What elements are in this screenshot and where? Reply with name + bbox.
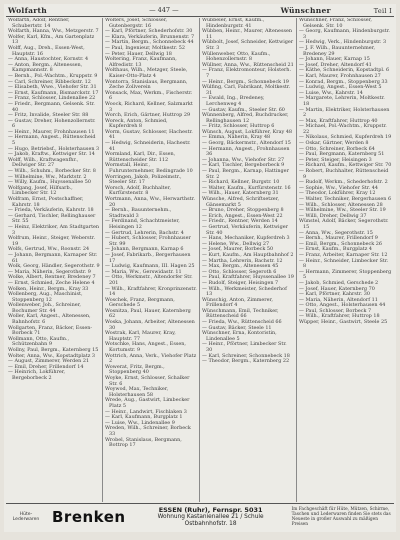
- directory-entry: Wünschig, Anton, Zimmerer, Frillendorf 4: [202, 296, 273, 309]
- directory-entry: — Wilh., Kraftfahrer, Huttrop 18: [299, 313, 380, 320]
- directory-entry: Wollmann, Otto, Kaufm., Schützenbahn 9: [8, 335, 69, 348]
- column-1: [6, 18, 103, 502]
- directory-entry: — Carl, Schreiner, Ribbeckstr. 12: [8, 78, 91, 85]
- footer-address-line-1: ESSEN (Ruhr), Fernspr. 5031: [158, 505, 263, 514]
- directory-entry: — Michael, Pol.-Wachtm., Kruppstr. 22: [299, 123, 387, 135]
- directory-entry: — Jakob, Kraftw., Kettwiger Str. 14: [8, 151, 95, 158]
- directory-entry: — Anna, Haustochter, Kornstr. 4: [8, 56, 89, 63]
- directory-entry: — Gertrud, Lehrerin, Bachstr. 4: [105, 229, 184, 236]
- directory-entry: Wontorra, Stanislaus, Bergmann, Zeche Zollverein: [105, 78, 188, 91]
- directory-entry: — Bernh., Bauunternehm., Stadtwald 3: [105, 207, 172, 219]
- directory-columns: [6, 18, 394, 502]
- directory-entry: — Friedr., Bergmann, Gelsenk. Str. 40: [8, 100, 95, 113]
- directory-entry: — Hedwig, Schneiderin, Hachestr. 41: [105, 140, 191, 152]
- header-first-name: Wolfarth: [8, 5, 48, 15]
- directory-entry: Wünsche, Alfred, Schriftsetzer, Gänsemarkt 5: [202, 196, 280, 208]
- directory-entry: — Heinr., Bergm., Schonnebeck 19: [202, 78, 289, 85]
- directory-entry: — Johann, Hauer, Karnap 15: [299, 56, 370, 63]
- directory-entry: — Wilh., Hauer, Katernberg 31: [202, 190, 279, 197]
- directory-entry: — Karl, Pförtner, Schederhofstr. 30: [105, 28, 193, 35]
- directory-entry: — Bruno, Dreher, Stoppenberg 8: [202, 207, 284, 214]
- directory-entry: — Paul, Kraftfahrer, Huyssenallee 19: [202, 274, 294, 281]
- directory-entry: — Erich, Angest., Essen-West 22: [202, 212, 283, 219]
- directory-entry: — Sophie, Ww., Viehofer Str. 44: [299, 184, 378, 191]
- header-last-name: Wünschner: [280, 5, 331, 15]
- directory-entry: Wolfarth, Adolf, Rentner, Schubertstr. 14: [8, 18, 70, 29]
- directory-entry: — Paul, Ingenieur, Moltkestr. 52: [105, 44, 185, 51]
- directory-entry: — Wilh., Kraftfahrer, Kronprinzenstr. 14: [105, 285, 197, 298]
- directory-entry: Wowerat, Fritz, Bergm., Stoppenberg 40: [105, 363, 165, 376]
- directory-entry: — Wilhelmine, Ww., Steeler Str. 19: [299, 207, 386, 214]
- directory-entry: Worsch, Adolf, Buchhalter, Kurfürstenstr. 8: [105, 184, 171, 197]
- directory-entry: — Fritz, Schlosser, Huttrop 6: [202, 123, 275, 130]
- directory-entry: — Hugo, Betriebsf., Holsterhausen 3: [8, 145, 100, 152]
- directory-entry: — Paul, Schlosser, Borbeck 7: [299, 307, 372, 314]
- directory-entry: — Georg, Kaufmann, Hindenburgstr. 3: [299, 28, 390, 40]
- directory-entry: — Willy, Kaufm., Huyssenallee 50: [8, 179, 91, 186]
- directory-entry: Wolke, Albert, Rentner, Bredeney 7: [8, 274, 96, 281]
- directory-entry: Wübbolt, Josef, Schneider, Kettwiger Str. 3: [202, 39, 294, 51]
- directory-entry: — Richard, Kaufm., Kettwiger Str. 70: [299, 162, 392, 169]
- directory-entry: Wortmann, Anna, Ww., Herwarthstr. 20: [105, 196, 195, 208]
- directory-entry: — Franz, Arbeiter, Karnaper Str. 12: [299, 251, 388, 258]
- page-part-label: Teil I: [373, 6, 392, 15]
- directory-entry: Wünsch, August, Lokführer, Kray 48: [202, 128, 293, 135]
- directory-entry: — Kurt, Kaufm., Am Hauptbahnhof 2: [202, 251, 294, 258]
- directory-entry: — Franz, Schlosser, Lindenallee 22: [8, 95, 96, 102]
- directory-entry: Woreck, Anton, Schmied, Kupferdreh 8: [105, 117, 168, 130]
- directory-entry: Wüllner, Anna, Ww., Rüttenscheid 21: [202, 61, 294, 68]
- directory-entry: Wübbeler, Ernst, Kaufm., Hindenburgstr. 41: [202, 18, 265, 29]
- directory-entry: — Hermann, Angest., Frohnhausen 36: [202, 145, 290, 158]
- directory-entry: — Wilh., Schuhm., Borbecker Str. 8: [8, 168, 96, 175]
- directory-entry: Wolfgang, Josef, Hilfsarb., Limbecker Str. 12: [8, 184, 73, 197]
- directory-entry: — Ewald, Ing., Bredeney, Lerchenweg 4: [202, 95, 265, 107]
- directory-entry: — Emil, Bergm., Schonnebeck 26: [299, 240, 383, 247]
- directory-entry: — Luise, Ww., Kahrstr. 14: [299, 89, 363, 96]
- directory-entry: — Johanna, Ww., Viehofer Str. 27: [202, 156, 285, 163]
- directory-entry: — Ferdinand, Schachtmeister, Heisingen 12: [105, 218, 180, 230]
- directory-entry: — Karl, Tischler, Bergeborbeck 9: [202, 162, 285, 169]
- directory-entry: — Maria, Näherin, Altendorf 11: [299, 296, 378, 303]
- directory-entry: — Frieda, Ww., Rüttenscheid 66: [202, 319, 282, 326]
- directory-entry: — Maria, Ww., Gerswidastr. 11: [105, 268, 182, 275]
- directory-entry: Wolthaus, Wilh., Metzger, Steele, Kaiser-Otto-Platz 4: [105, 67, 188, 79]
- directory-entry: — Heinr., Landwirt, Fischlaken 3: [105, 408, 187, 415]
- directory-entry: Wülfing, Carl, Fabrikant, Moltkestr. 31: [202, 84, 291, 96]
- directory-entry: — Emil, Dreher, Frillendorf 14: [8, 363, 84, 370]
- directory-entry: — Franz, Elektromonteur, Holsterh. 7: [202, 67, 292, 79]
- directory-entry: — Anna, Ww., Segerothstr. 15: [299, 229, 373, 236]
- directory-entry: Woska, Johann, Arbeiter, Altenessen 30: [105, 319, 195, 331]
- directory-entry: Wostrak, Karl, Maurer, Kray, Hauptstr. 77: [105, 330, 176, 342]
- directory-entry: — Josef, Dreher, Altendorf 41: [299, 61, 372, 68]
- directory-entry: Wünschmann, Emil, Techniker, Rüttenscheid 66: [202, 307, 279, 320]
- directory-entry: — Walter, Techniker, Bergerhausen 6: [299, 196, 392, 202]
- directory-entry: Wollenberg, Aug., Maschinist, Stoppenberg 12: [8, 291, 83, 303]
- directory-entry: — Otto, Schlosser, Segeroth 6: [202, 268, 277, 275]
- directory-entry: — Martin, Elektriker, Holsterhausen 2: [299, 106, 390, 119]
- directory-entry: — Georg, Bäckermstr., Altendorf 15: [202, 140, 291, 147]
- directory-entry: Wolters, Josef, Schlosser, Gutenbergstr. 16: [105, 18, 168, 29]
- directory-entry: — Ernst, Schmied, Zeche Helene 4: [8, 279, 95, 286]
- directory-entry: Wünstel, Adolf, Bäcker, Segerothstr. 15: [299, 218, 389, 230]
- directory-entry: — Hermann, Angest., Rüttenscheid 5: [8, 134, 96, 147]
- directory-entry: Wolfram, Ernst, Postschaffner, Kahrstr. 18: [8, 196, 84, 208]
- footer-brand: Brenken: [52, 508, 126, 526]
- directory-entry: Woschek, Franz, Bergmann, Gerschede 5: [105, 296, 175, 309]
- footer-logo: [6, 512, 46, 522]
- directory-entry: Wolfer, Karl, Kfm., Am Gartenplatz 13: [8, 33, 95, 46]
- directory-entry: — Max, Bergm., Altenessen 45: [202, 263, 279, 270]
- directory-entry: — Anton, Bergm., Altenessen, Kampmannstr. 8: [8, 61, 83, 74]
- directory-entry: Wolff, Aug., Dreh., Essen-West, Hauptstr. 16: [8, 44, 85, 57]
- directory-entry: — Johann, Bergmann, Karnaper Str. 61: [8, 251, 98, 264]
- directory-entry: Wreden, Wilh., Schreiner, Borbeck 33: [105, 425, 191, 437]
- directory-entry: — Peter, Hauer, Dellwig 18: [105, 50, 172, 57]
- directory-entry: Wolfrum, Heinr., Steiger, Weberstr. 19: [8, 235, 96, 247]
- directory-entry: — Karl, Maurer, Frohnhausen 27: [299, 72, 381, 79]
- directory-entry: Wormstall, Heinr., Fuhrunternehmer, Bedingrade 10: [105, 162, 193, 175]
- directory-entry: — Bernh., Pol.-Wachtm., Kruppstr. 9: [8, 72, 98, 79]
- directory-entry: Wormland, Karl, Dir., Essen, Rüttenscheider Str. 112: [105, 151, 176, 163]
- directory-entry: — Josef, Hauer, Katernberg 70: [299, 285, 375, 292]
- directory-entry: Wolfs, Gertrud, Ww., Roonstr. 24: [8, 246, 90, 253]
- directory-entry: — Bernh., Maurer, Frillendorf 9: [299, 235, 378, 242]
- directory-entry: — Friedr., Rentner, Werden 14: [202, 218, 278, 225]
- directory-entry: Wosnitza, Paul, Hauer, Katernberg 62: [105, 307, 191, 320]
- directory-entry: — August, Zimmerer, Werden 21: [8, 358, 90, 365]
- directory-entry: Wolk, Georg, Händler, Segerothstr. 9: [8, 263, 100, 270]
- directory-entry: — Hermann, Zimmerer, Stoppenberg 5: [299, 268, 392, 281]
- directory-entry: — Käthe, Schneiderin, Kopstadtpl. 6: [299, 67, 390, 74]
- directory-entry: — Heinr., Schneider, Limbecker Str. 8: [299, 257, 389, 270]
- directory-entry: — Ernst, Kaufm., Burgplatz 4: [299, 246, 372, 253]
- directory-entry: — Theodor, Lokführer, Kray 12: [299, 190, 376, 197]
- directory-entry: — Josef, Fabrikarb., Bergerhausen 17: [105, 251, 191, 264]
- directory-entry: Wolter, Anna, Ww., Kopstadtplatz 3: [8, 352, 96, 359]
- directory-entry: — Ernst, Kaufmann, Bismarckstr. 17: [8, 89, 99, 96]
- directory-entry: — Gustav, Kaufm., Steeler Str. 60: [202, 106, 285, 113]
- directory-entry: — Josef, Maurer, Borbeck 50: [202, 246, 274, 253]
- directory-entry: — Otto, Angest., Holsterhausen 44: [299, 302, 386, 309]
- directory-entry: Wolfarth, Hanna, Ww., Metzgerstr. 7: [8, 28, 99, 35]
- directory-entry: — Margarete, Lehrerin, Moltkestr. 18: [299, 95, 385, 107]
- directory-entry: Woywod, Max, Techniker, Holsterhausen 58: [105, 386, 169, 398]
- directory-entry: — Martin, Bergm., Schonnebeck 44: [105, 39, 194, 46]
- directory-entry: Wollenweber, Joh., Schreiner, Bochumer Str. 44: [8, 302, 81, 314]
- directory-entry: Woller, Karl, Angest., Altenessen, Bahnhofstr. 6: [8, 313, 91, 326]
- directory-entry: — Max, Kraftfahrer, Huttrop 40: [299, 117, 378, 124]
- logo-line-1: Hüte-: [19, 512, 33, 517]
- directory-entry: — Jakob, Schmied, Gerschede 2: [299, 279, 379, 286]
- directory-entry: — Rudolf, Werkm., Schederhofstr. 2: [299, 179, 388, 186]
- directory-entry: Wolken, Heinr., Bergm., Kray 33: [8, 285, 89, 292]
- directory-entry: Wollgarten, Franz, Bäcker, Essen-Borbeck 71: [8, 324, 93, 337]
- directory-entry: — Otto, Schreiner, Borbeck 64: [299, 145, 375, 152]
- directory-entry: Woltering, Franz, Kaufmann, Alfredistr. 13: [105, 56, 177, 68]
- directory-entry: — Otto, Werkmstr., Altendorfer Str. 201: [105, 274, 193, 286]
- directory-entry: Worm, Gustav, Schlosser, Hachestr. 41: [105, 128, 193, 141]
- directory-entry: — Heinz, Elektriker, Am Stadtgarten 3: [8, 223, 100, 236]
- directory-entry: Woock, Richard, Kellner, Salzmarkt 3: [105, 100, 193, 113]
- directory-entry: — Emma, Näherin, Kray 48: [202, 134, 271, 141]
- directory-entry: — Robert, Buchhalter, Rüttenscheid 9: [299, 168, 389, 180]
- footer-address: [136, 507, 286, 528]
- directory-entry: Wübben, Heinr., Maurer, Altenessen 11: [202, 28, 293, 40]
- footer-address-line-2: Wohnung Kastanienallee 21 / Schule Ostbahnhofstr. 18: [157, 513, 264, 527]
- directory-entry: — Hans, Mechaniker, Kupferdreh 3: [202, 235, 290, 242]
- directory-entry: — Frieda, Verkäuferin, Kahrstr. 18: [8, 207, 94, 214]
- directory-entry: — Karl, Schreiner, Schonnebeck 18: [202, 352, 290, 359]
- directory-entry: — Willi, Dreher, Dellwig 37: [299, 212, 367, 219]
- directory-entry: — Elisabeth, Wwe., Viehofer Str. 31: [8, 84, 97, 91]
- directory-entry: Wollny, Paul, Bergm., Katernberg 15: [8, 347, 99, 354]
- column-4: [297, 18, 394, 502]
- directory-entry: — Nikolaus, Schmied, Kupferdreh 19: [299, 134, 392, 141]
- directory-entry: — Hubert, Schlosser, Frohnhauser Str. 99: [105, 235, 191, 247]
- directory-entry: — Karl, Kaufmann, Burgplatz 1: [105, 414, 183, 421]
- page-number: — 447 —: [149, 6, 179, 14]
- directory-entry: — Peter, Steiger, Heisingen 3: [299, 156, 372, 163]
- directory-entry: — Richard, Kellner, Burgstr. 10: [202, 179, 280, 186]
- footer-note: Im Fachgeschäft für Hüte, Mützen, Schirme, Taschen und Lederwaren finden Sie stets das Neueste in großer Auswahl zu mäßigen Preisen: [291, 507, 391, 527]
- directory-entry: — Luise, Ww., Lindenallee 9: [105, 419, 175, 426]
- directory-entry: — Gustav, Dreher, Hohenzollernstr. 6: [8, 117, 96, 130]
- directory-page: [4, 4, 396, 532]
- directory-entry: Wünnenberg, Alfred, Buchdrucker, Rellinghausen 12: [202, 112, 289, 124]
- directory-entry: — Wilh., Werkmeister, Schederhof 13: [202, 285, 287, 298]
- directory-entry: — Heinr., Maurer, Frohnhausen 11: [8, 128, 95, 135]
- directory-entry: Worringen, Jakob, Polizeimstr., Steeler Str. 17: [105, 173, 182, 186]
- directory-entry: Wotschke, Hans, Angest., Essen, Kortumstr. 9: [105, 341, 186, 354]
- directory-entry: Wolff, Wilh., Kraftwagenfhr., Dellwiger Str. 27: [8, 156, 79, 169]
- directory-entry: — Ludwig, Kaufmann, III. Hagen 25: [105, 263, 195, 270]
- directory-entry: — Hedwig, Verk., Hindenburgstr. 3: [299, 39, 387, 46]
- directory-entry: — Oskar, Gärtner, Werden 8: [299, 140, 369, 147]
- directory-entry: — Paul, Bergm., Karnap, Hattinger Str. 2: [202, 168, 289, 180]
- directory-entry: — Karl, Pförtner, Kahrstr. 30: [299, 291, 370, 298]
- directory-entry: — Wilhelmine, Ww., Marktstr. 2: [8, 173, 87, 180]
- directory-entry: — Klara, Verkäuferin, Brunnenstr. 7: [105, 33, 195, 40]
- directory-entry: — J. F. Wilh., Bauunternehmer, Bredeney 29: [299, 44, 375, 57]
- directory-entry: — Martha, Lehrerin, Bachstr. 12: [202, 257, 283, 264]
- directory-entry: — Heinr., Pförtner, Limbecker Str. 30: [202, 341, 287, 354]
- directory-entry: Wünschner, Erna, Kontoristin, Lindenallee 5: [202, 330, 277, 342]
- column-2: [103, 18, 200, 502]
- directory-entry: Wottrich, Anna, Verk., Viehofer Platz 2: [105, 352, 197, 365]
- directory-entry: Wüpper, Heinr., Gastwirt, Steele 25: [299, 319, 388, 326]
- directory-entry: Wrobel, Stanislaus, Bergmann, Bottrop 17: [105, 436, 182, 449]
- directory-entry: — Gerhard, Tischler, Rellinghauser Str. 55: [8, 212, 96, 225]
- directory-entry: Wrede, Aug., Gastwirt, Limbecker Platz 5: [105, 397, 190, 409]
- directory-entry: — Theodor, Bergm., Katernberg 22: [202, 358, 290, 365]
- directory-entry: — Ludwig, Angest., Essen-West 5: [299, 84, 382, 91]
- directory-entry: Wonsack, Max, Werkm., Fischerstr. 6: [105, 89, 193, 102]
- directory-entry: — Wilh., Schlosser, Altenessen 28: [299, 201, 383, 208]
- column-3: [200, 18, 297, 502]
- directory-entry: Worch, Erich, Gärtner, Huttrop 29: [105, 112, 191, 119]
- directory-entry: — Rudolf, Steiger, Heisingen 7: [202, 279, 279, 286]
- page-header: [6, 4, 394, 17]
- directory-entry: — Gustav, Bäcker, Steele 11: [202, 324, 272, 331]
- advertisement-footer: [6, 503, 394, 530]
- directory-entry: — Heinrich, Lokführer, Bergeborbeck 2: [8, 369, 66, 381]
- directory-entry: Wüllenweber, Otto, Kaufm., Hohenzollernstr. 8: [202, 50, 271, 63]
- directory-entry: — Maria, Näherin, Segerothstr. 9: [8, 268, 91, 275]
- directory-entry: — Helene, Ww., Dellwig 27: [202, 240, 270, 247]
- directory-entry: — Paul, Bergmann, Katernberg 51: [299, 151, 385, 158]
- directory-entry: — Konrad, Bergm., Stoppenberg 33: [299, 78, 388, 85]
- directory-entry: Woyke, Ernst, Schlosser, Schalker Str. 6: [105, 375, 190, 387]
- directory-entry: — Gertrud, Verkäuferin, Kettwiger Str. 40: [202, 223, 288, 236]
- directory-entry: — Walter, Kaufm., Kurfürstenstr. 16: [202, 184, 291, 191]
- header-last-name-wrap: [281, 6, 394, 15]
- directory-entry: — Fritz, Invalide, Steeler Str. 88: [8, 112, 89, 119]
- directory-entry: Wünschner, Franz, Schlosser, Gelsenk. Str. 10: [299, 18, 372, 29]
- logo-line-2: Lederwaren: [12, 517, 40, 522]
- directory-entry: — Johann, Bergmann, Karnap 6: [105, 246, 184, 253]
